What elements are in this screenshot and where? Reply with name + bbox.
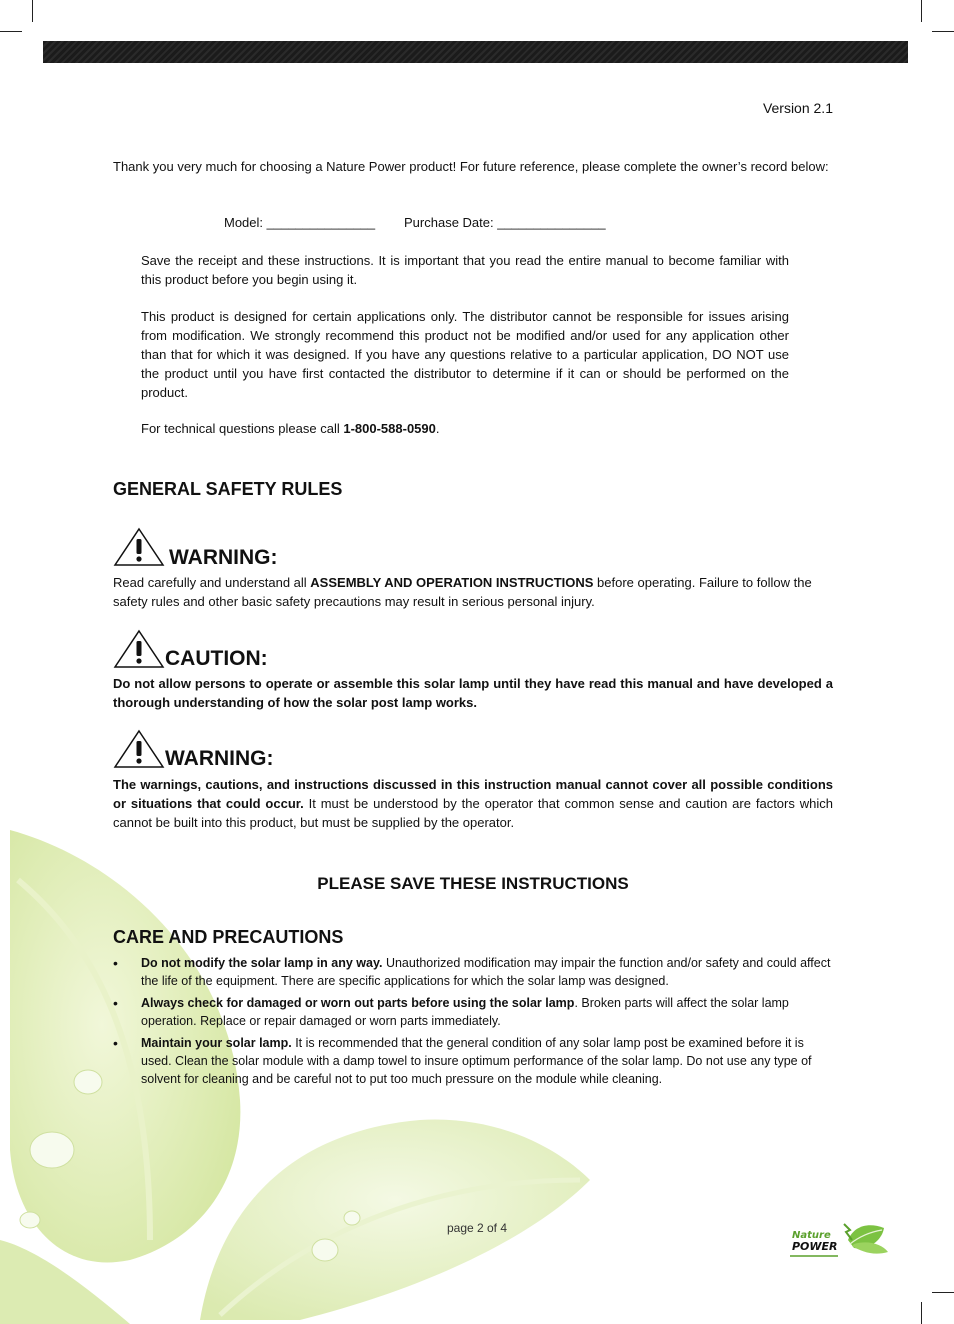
safety-heading: GENERAL SAFETY RULES — [113, 479, 343, 499]
crop-mark — [921, 0, 922, 22]
item-bold: Always check for damaged or worn out parts before using the solar lamp — [141, 996, 575, 1010]
item-bold: Maintain your solar lamp. — [141, 1036, 292, 1050]
warning-text-post: before operating. Failure to follow the safety rules and other basic safety precautions may result in serious personal injury. — [113, 575, 812, 609]
list-item — [113, 1034, 833, 1088]
item-text: Unauthorized modification may impair the function and/or safety and could affect the life of the equipment. There are specific applications for which the solar lamp was designed. — [141, 956, 831, 988]
crop-mark — [32, 0, 33, 22]
warning-title-2: WARNING: — [165, 747, 274, 770]
model-field: Model: _______________ — [224, 215, 376, 230]
item-text: . Broken parts will affect the solar lamp operation. Replace or repair damaged or worn parts immediately. — [141, 996, 789, 1028]
warning-text-2 — [113, 775, 833, 832]
care-list — [113, 954, 833, 1092]
list-item — [113, 954, 833, 990]
warning-title: WARNING: — [169, 546, 278, 569]
svg-text:Nature: Nature — [792, 1230, 831, 1241]
warning-text-bold: ASSEMBLY AND OPERATION INSTRUCTIONS — [310, 575, 594, 590]
list-item — [113, 994, 833, 1030]
svg-text:POWER: POWER — [792, 1240, 838, 1253]
bullet-icon: • — [113, 995, 118, 1011]
purchase-date-field: Purchase Date: _______________ — [404, 215, 606, 230]
care-heading: CARE AND PRECAUTIONS — [113, 927, 344, 947]
header-bar — [43, 41, 908, 63]
bullet-icon: • — [113, 1035, 118, 1051]
version-label: Version 2.1 — [762, 100, 833, 116]
intro-thanks: Thank you very much for choosing a Nature Power product! For future reference, please complete the owner’s record below: — [113, 159, 829, 174]
crop-mark — [921, 1302, 922, 1324]
nature-power-logo — [788, 1218, 892, 1264]
caution-triangle-icon — [113, 629, 165, 669]
item-text: It is recommended that the general condition of any solar lamp post be examined before it is used. Clean the solar module with a damp towel to insure optimum performance of the solar lamp. Do not use any type of solvent for cleaning and be careful not to put too much pressure on the module while cleaning. — [141, 1036, 812, 1086]
crop-mark — [0, 31, 22, 32]
crop-mark — [932, 31, 954, 32]
warning-2-post: It must be understood by the operator that common sense and caution are factors which cannot be built into this product, but must be supplied by the operator. — [113, 796, 833, 830]
designed-for-paragraph: This product is designed for certain applications only. The distributor cannot be responsible for issues arising from modification. We strongly recommend this product not be modified and/or used for any application other than that for which it was designed. If you have any questions relative to a particular application, DO NOT use the product until you have first contacted the distributor to determine if it can or should be performed on the product. — [141, 309, 789, 400]
warning-2-bold: The warnings, cautions, and instructions discussed in this instruction manual cannot cover all possible conditions or situations that could occur. — [113, 777, 833, 811]
warning-text-pre: Read carefully and understand all — [113, 575, 311, 590]
warning-text — [113, 573, 833, 611]
tech-phone: 1-800-588-0590 — [343, 421, 436, 436]
tech-suffix: . — [435, 421, 440, 436]
save-receipt-paragraph: Save the receipt and these instructions. It is important that you read the entire manual to become familiar with this product before you begin using it. — [141, 253, 789, 287]
tech-prefix: For technical questions please call — [141, 421, 344, 436]
crop-mark — [932, 1292, 954, 1293]
page-number: page 2 of 4 — [446, 1221, 508, 1235]
warning-triangle-icon — [113, 527, 165, 567]
save-instructions-heading: PLEASE SAVE THESE INSTRUCTIONS — [317, 874, 629, 893]
bullet-icon: • — [113, 955, 118, 971]
caution-title: CAUTION: — [165, 647, 268, 670]
tech-questions — [141, 419, 789, 438]
item-bold: Do not modify the solar lamp in any way. — [141, 956, 383, 970]
caution-text: Do not allow persons to operate or assemble this solar lamp until they have read this manual and have developed a thorough understanding of how the solar post lamp works. — [113, 676, 833, 710]
warning-triangle-icon — [113, 729, 165, 769]
